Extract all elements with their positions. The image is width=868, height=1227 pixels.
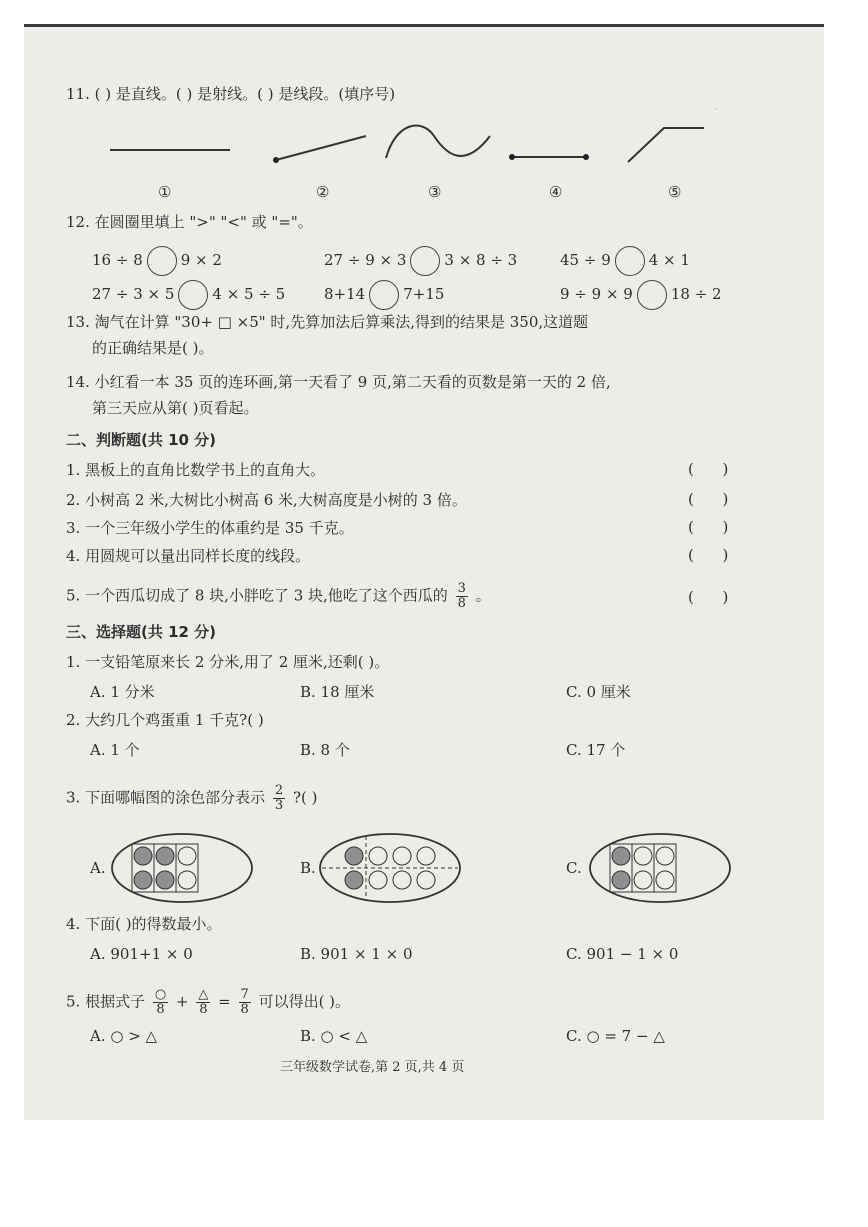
answer-paren[interactable]: ( ) — [688, 546, 729, 564]
compare-circle[interactable] — [147, 246, 177, 276]
q12-item: 8+14 7+15 — [324, 280, 444, 310]
scan-top-edge — [24, 24, 824, 27]
choice-q1-option-c[interactable]: C. 0 厘米 — [566, 683, 631, 701]
q11-label-4: ④ — [549, 183, 563, 201]
answer-paren[interactable]: ( ) — [688, 460, 729, 478]
q11-label-1: ① — [158, 183, 172, 201]
choice-q2-stem: 2. 大约几个鸡蛋重 1 千克?( ) — [66, 711, 264, 729]
fraction-circle-8: $\frac{○}{8}$ — [154, 987, 167, 1017]
judge-item-2: 2. 小树高 2 米,大树比小树高 6 米,大树高度是小树的 3 倍。 — [66, 491, 467, 509]
section-3-title: 三、选择题(共 12 分) — [66, 623, 217, 641]
q14-line2: 第三天应从第( )页看起。 — [92, 399, 259, 417]
choice-q2-option-b[interactable]: B. 8 个 — [300, 741, 350, 759]
figure-b-ellipse-dots[interactable] — [318, 830, 468, 910]
compare-circle[interactable] — [637, 280, 667, 310]
compare-circle[interactable] — [410, 246, 440, 276]
q14-line1: 14. 小红看一本 35 页的连环画,第一天看了 9 页,第二天看的页数是第一天的 2 倍, — [66, 373, 611, 391]
q11-label-5: ⑤ — [668, 183, 682, 201]
q11-label-2: ② — [316, 183, 330, 201]
fraction-triangle-8: $\frac{\triangle}{8}$ — [198, 987, 209, 1017]
judge-item-5: 5. 一个西瓜切成了 8 块,小胖吃了 3 块,他吃了这个西瓜的 $\frac{3}{8}$ 。 — [66, 581, 491, 611]
q12-item: 27 ÷ 3 × 5 4 × 5 ÷ 5 — [92, 280, 285, 310]
bleed-through-mark: · — [714, 102, 719, 118]
q13-line2: 的正确结果是( )。 — [92, 339, 214, 357]
compare-circle[interactable] — [615, 246, 645, 276]
q12-item: 16 ÷ 8 9 × 2 — [92, 246, 222, 276]
choice-q4-option-b[interactable]: B. 901 × 1 × 0 — [300, 945, 413, 963]
answer-paren[interactable]: ( ) — [688, 518, 729, 536]
fraction-3-8: $\frac{3}{8}$ — [457, 581, 466, 611]
choice-q5-option-a[interactable]: A. ○ > △ — [90, 1027, 158, 1045]
q11-text: 11. ( ) 是直线。( ) 是射线。( ) 是线段。(填序号) — [66, 85, 396, 103]
judge-item-4: 4. 用圆规可以量出同样长度的线段。 — [66, 547, 311, 565]
choice-q4-option-c[interactable]: C. 901 − 1 × 0 — [566, 945, 679, 963]
choice-q5-stem: 5. 根据式子 $\frac{○}{8}$ + $\frac{\triangle}{8}$ = $\frac{7}{8}$ 可以得出( )。 — [66, 987, 351, 1017]
choice-q3-option-b[interactable]: B. — [300, 859, 316, 877]
figure-curve — [386, 126, 490, 158]
page-footer: 三年级数学试卷,第 2 页,共 4 页 — [280, 1060, 465, 1075]
choice-q2-option-a[interactable]: A. 1 个 — [90, 741, 140, 759]
q12-item: 45 ÷ 9 4 × 1 — [560, 246, 690, 276]
choice-q5-option-b[interactable]: B. ○ < △ — [300, 1027, 368, 1045]
section-2-title: 二、判断题(共 10 分) — [66, 431, 217, 449]
judge-item-3: 3. 一个三年级小学生的体重约是 35 千克。 — [66, 519, 354, 537]
compare-circle[interactable] — [369, 280, 399, 310]
q12-item: 9 ÷ 9 × 9 18 ÷ 2 — [560, 280, 722, 310]
figure-ray — [276, 136, 366, 160]
choice-q1-stem: 1. 一支铅笔原来长 2 分米,用了 2 厘米,还剩( )。 — [66, 653, 390, 671]
fraction-2-3: $\frac{2}{3}$ — [274, 783, 284, 813]
figure-a-ellipse-dots[interactable] — [110, 830, 260, 910]
choice-q3-option-c[interactable]: C. — [566, 859, 582, 877]
answer-paren[interactable]: ( ) — [688, 588, 729, 606]
figure-polyline — [628, 128, 704, 162]
q12-text: 12. 在圆圈里填上 ">" "<" 或 "="。 — [66, 213, 313, 231]
choice-q4-stem: 4. 下面( )的得数最小。 — [66, 915, 222, 933]
choice-q5-option-c[interactable]: C. ○ = 7 − △ — [566, 1027, 665, 1045]
answer-paren[interactable]: ( ) — [688, 490, 729, 508]
choice-q4-option-a[interactable]: A. 901+1 × 0 — [90, 945, 193, 963]
choice-q3-stem: 3. 下面哪幅图的涂色部分表示 $\frac{2}{3}$ ?( ) — [66, 783, 318, 813]
ray-endpoint — [273, 157, 279, 163]
choice-q1-option-a[interactable]: A. 1 分米 — [90, 683, 155, 701]
q13-line1: 13. 淘气在计算 "30+ □ ×5" 时,先算加法后算乘法,得到的结果是 350,这道题 — [66, 313, 589, 331]
compare-circle[interactable] — [178, 280, 208, 310]
choice-q1-option-b[interactable]: B. 18 厘米 — [300, 683, 375, 701]
fraction-7-8: $\frac{7}{8}$ — [240, 987, 249, 1017]
exam-page — [24, 24, 824, 1120]
q12-item: 27 ÷ 9 × 3 3 × 8 ÷ 3 — [324, 246, 517, 276]
figure-c-ellipse-dots[interactable] — [588, 830, 738, 910]
judge-item-1: 1. 黑板上的直角比数学书上的直角大。 — [66, 461, 326, 479]
choice-q2-option-c[interactable]: C. 17 个 — [566, 741, 626, 759]
q11-label-3: ③ — [428, 183, 442, 201]
choice-q3-option-a[interactable]: A. — [90, 859, 106, 877]
